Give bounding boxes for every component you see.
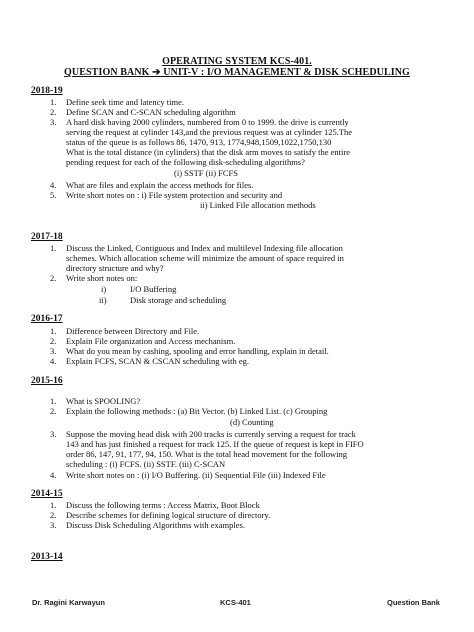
question-text: Discuss the following terms : Access Matrix, Boot Block — [66, 500, 260, 510]
item-number: 1. — [50, 97, 57, 107]
item-number: 3. — [50, 520, 57, 530]
question-text: Explain the following methods : (a) Bit Vector. (b) Linked List. (c) Grouping — [66, 406, 328, 416]
item-number: 1. — [50, 500, 57, 510]
question-text: (d) Counting — [230, 417, 274, 427]
question-text: Write short notes on : i) File system protection and security and — [66, 190, 283, 200]
item-number: 1. — [50, 396, 57, 406]
item-number: 2. — [50, 510, 57, 520]
item-number: 3. — [50, 429, 57, 439]
year-heading: 2016-17 — [31, 314, 63, 324]
question-text: scheduling : (i) FCFS. (ii) SSTF. (iii) C-SCAN — [66, 459, 226, 469]
question-text: directory structure and why? — [66, 263, 164, 273]
question-text: Write short notes on : (i) I/O Buffering. (ii) Sequential File (iii) Indexed File — [66, 470, 326, 480]
year-heading: 2018-19 — [31, 86, 63, 96]
subitem-number: i) — [101, 284, 107, 294]
year-heading: 2013-14 — [31, 552, 63, 562]
page-title: OPERATING SYSTEM KCS-401. — [162, 56, 312, 67]
question-text: Explain FCFS, SCAN & CSCAN scheduling with eg. — [66, 356, 250, 366]
question-text: Define SCAN and C-SCAN scheduling algorithm — [66, 107, 236, 117]
question-text: Discuss the Linked, Contiguous and Index and multilevel Indexing file allocation — [66, 243, 343, 253]
question-text: schemes. Which allocation scheme will minimize the amount of space required in — [66, 253, 344, 263]
question-text: serving the request at cylinder 143,and the previous request was at cylinder 125.The — [66, 127, 353, 137]
subitem-text: Disk storage and scheduling — [130, 295, 227, 305]
question-text: ii) Linked File allocation methods — [200, 200, 316, 210]
question-text: Describe schemes for defining logical structure of directory. — [66, 510, 271, 520]
item-number: 1. — [50, 326, 57, 336]
question-text: order 86, 147, 91, 177, 94, 150. What is the total head movement for the following — [66, 449, 347, 459]
subitem-text: I/O Buffering — [130, 284, 177, 294]
question-text: status of the queue is as follows 86, 1470, 913, 1774,948,1509,1022,1750,130 — [66, 137, 332, 147]
question-text: Explain File organization and Access mechanism. — [66, 336, 236, 346]
item-number: 2. — [50, 273, 57, 283]
question-text: pending request for each of the following disk-scheduling algorithms? — [66, 157, 305, 167]
year-heading: 2014-15 — [31, 489, 63, 499]
footer-course: KCS-401 — [220, 598, 251, 607]
question-text: Difference between Directory and File. — [66, 326, 200, 336]
question-text: What do you mean by cashing, spooling and error handling, explain in detail. — [66, 346, 329, 356]
question-text: What is SPOOLING? — [66, 396, 141, 406]
question-text: (i) SSTF (ii) FCFS — [174, 168, 239, 178]
question-text: Define seek time and latency time. — [66, 97, 185, 107]
item-number: 5. — [50, 190, 57, 200]
item-number: 1. — [50, 243, 57, 253]
item-number: 2. — [50, 406, 57, 416]
item-number: 2. — [50, 336, 57, 346]
item-number: 3. — [50, 346, 57, 356]
page-subtitle: QUESTION BANK ➔ UNIT-V : I/O MANAGEMENT & DISK SCHEDULING — [64, 67, 410, 78]
question-text: What are files and explain the access methods for files. — [66, 180, 254, 190]
footer-author: Dr. Ragini Karwayun — [32, 598, 105, 607]
year-heading: 2015-16 — [31, 376, 63, 386]
question-text: Discuss Disk Scheduling Algorithms with examples. — [66, 520, 245, 530]
item-number: 4. — [50, 356, 57, 366]
item-number: 2. — [50, 107, 57, 117]
footer-label: Question Bank — [387, 598, 440, 607]
item-number: 4. — [50, 180, 57, 190]
question-text: Write short notes on: — [66, 273, 138, 283]
item-number: 4. — [50, 470, 57, 480]
item-number: 3. — [50, 117, 57, 127]
question-text: 143 and has just finished a request for track 125. If the queue of request is kept in FIFO — [66, 439, 364, 449]
subitem-number: ii) — [99, 295, 107, 305]
question-text: What is the total distance (in cylinders) that the disk arm moves to satisfy the entire — [66, 147, 350, 157]
year-heading: 2017-18 — [31, 232, 63, 242]
question-text: Suppose the moving head disk with 200 tracks is currently serving a request for track — [66, 429, 356, 439]
question-text: A hard disk having 2000 cylinders, numbered from 0 to 1999. the drive is currently — [66, 117, 349, 127]
